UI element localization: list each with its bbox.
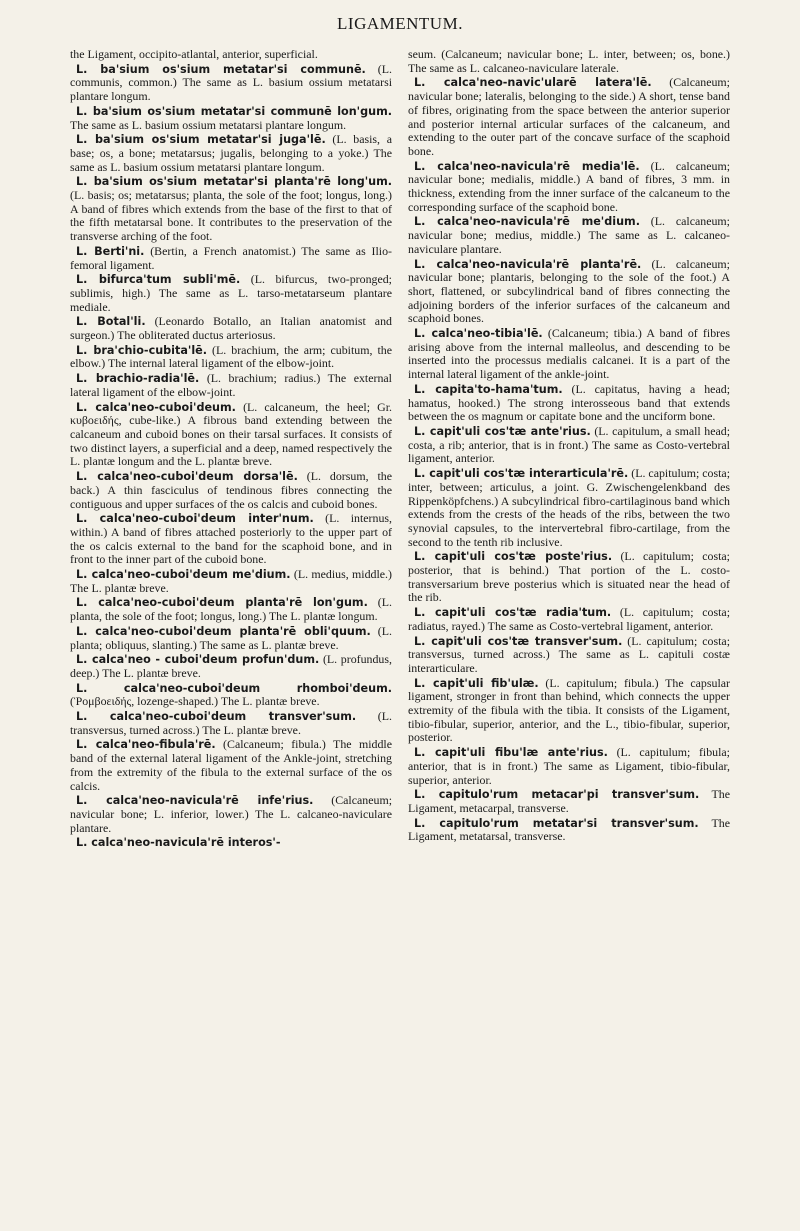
- entry-headword: L. capita'to-hama'tum.: [414, 382, 563, 396]
- entry-definition: seum. (Calcaneum; navicular bone; L. inter, between; os, bone.) The same as L. calcaneo-naviculare laterale.: [408, 47, 730, 75]
- entry-headword: L. calca'neo-cuboi'deum planta'rē obli'quum.: [76, 624, 371, 638]
- dictionary-entry: [408, 467, 730, 549]
- entry-headword: L. capit'uli cos'tæ ante'rius.: [414, 424, 591, 438]
- entry-headword: L. ba'sium os'sium metatar'si juga'lē.: [76, 133, 326, 147]
- entry-headword: L. calca'neo-navicula'rē infe'rius.: [76, 794, 314, 808]
- entry-definition: (L. capitatus, having a head; hamatus, hooked.) The strong interosseous band that extends between the os magnum or capitate bone and the unciform bone.: [408, 381, 730, 424]
- entry-definition: (L. basis, a base; os, a bone; metatarsus; jugalis, belonging to a yoke.) The same as L. basium ossium metatarsi plantare longum.: [70, 132, 392, 174]
- entry-headword: L. calca'neo-cuboi'deum rhomboi'deum.: [76, 681, 392, 695]
- dictionary-entry: [70, 470, 392, 511]
- entry-definition: (L. planta; obliquus, slanting.) The same as L. plantæ breve.: [70, 623, 392, 652]
- dictionary-entry: [70, 273, 392, 314]
- dictionary-entry: [70, 568, 392, 595]
- entry-headword: L. calca'neo-navicula'rē me'dium.: [414, 215, 640, 229]
- entry-headword: L. calca'neo - cuboi'deum profun'dum.: [76, 653, 320, 667]
- dictionary-entry: [70, 401, 392, 470]
- page-header: LIGAMENTUM.: [337, 14, 463, 33]
- entry-definition: The Ligament, metatarsal, transverse.: [408, 815, 730, 844]
- entry-headword: L. calca'neo-cuboi'deum me'dium.: [76, 568, 291, 582]
- entry-headword: L. capit'uli cos'tæ poste'rius.: [414, 550, 613, 564]
- entry-definition: (L. calcaneum; navicular bone; plantaris, belonging to the sole of the foot.) A short, flattened, or subcylindrical band of fibres connecting the adjoining borders of the inferior surfaces of the calcaneum and scaphoid bones.: [408, 256, 730, 326]
- entry-definition: The Ligament, metacarpal, transverse.: [408, 787, 730, 815]
- dictionary-entry: [408, 677, 730, 746]
- dictionary-entry: [70, 738, 392, 793]
- entry-headword: L. ba'sium os'sium metatar'si communē lon'gum.: [76, 104, 392, 118]
- entry-headword: L. calca'neo-fibula'rē.: [76, 738, 216, 752]
- dictionary-entry: [70, 48, 392, 62]
- dictionary-entry: [408, 258, 730, 327]
- dictionary-entry: [408, 327, 730, 382]
- entry-headword: L. calca'neo-cuboi'deum planta'rē lon'gum.: [76, 596, 368, 610]
- entry-headword: L. calca'neo-cuboi'deum inter'num.: [76, 512, 314, 526]
- entry-headword: L. capit'uli cos'tæ radia'tum.: [414, 606, 612, 620]
- dictionary-entry: [408, 215, 730, 256]
- entry-headword: L. capit'uli fibu'læ ante'rius.: [414, 746, 608, 760]
- dictionary-entry: [70, 105, 392, 132]
- entry-definition: (L. capitulum; fibula; anterior, that is in front.) The same as Ligament, tibio-fibular, superior, anterior.: [408, 745, 730, 787]
- entry-definition: The same as L. basium ossium metatarsi plantare longum.: [70, 117, 347, 132]
- entry-definition: (L. communis, common.) The same as L. basium ossium metatarsi plantare longum.: [70, 61, 392, 104]
- entry-definition: (Calcaneum; navicular bone; L. inferior, lower.) The L. calcaneo-naviculare plantare.: [70, 793, 392, 835]
- entry-definition: (L. capitulum; costa; radiatus, rayed.) The same as Costo-vertebral ligament, anterior.: [408, 605, 731, 633]
- dictionary-entry: [408, 817, 730, 844]
- dictionary-entry: [70, 133, 392, 174]
- entry-definition: (L. internus, within.) A band of fibres attached posteriorly to the upper part of the os calcis external to the band for the scaphoid bone, and in front to the inner part of the cuboid bone.: [70, 511, 392, 567]
- entry-definition: (L. dorsum, the back.) A thin fasciculus of tendinous fibres connecting the contiguous and upper surfaces of the os calcis and cuboid bones.: [70, 469, 392, 511]
- entry-definition: (L. basis; os; metatarsus; planta, the sole of the foot; longus, long.) A band of fibres which extends from the base of the first to that of the fifth metatarsal bone. It contributes to the preservation of the transverse arching of the foot.: [70, 188, 392, 244]
- dictionary-entry: [408, 160, 730, 215]
- dictionary-entry: [408, 383, 730, 424]
- entry-headword: L. capitulo'rum metacar'pi transver'sum.: [414, 788, 700, 802]
- entry-definition: (L. profundus, deep.) The L. plantæ breve.: [70, 652, 392, 680]
- entry-definition: (L. brachium; radius.) The external lateral ligament of the elbow-joint.: [70, 371, 392, 399]
- dictionary-entry: [70, 710, 392, 737]
- entry-definition: (Leonardo Botallo, an Italian anatomist and surgeon.) The obliterated ductus arteriosus.: [70, 314, 392, 343]
- dictionary-entry: [70, 512, 392, 567]
- dictionary-entry: [70, 794, 392, 835]
- dictionary-entry: [70, 315, 392, 342]
- dictionary-entry: [70, 682, 392, 709]
- dictionary-entry: [408, 76, 730, 158]
- dictionary-entry: [70, 245, 392, 272]
- right-column: [408, 48, 730, 851]
- dictionary-entry: [70, 625, 392, 652]
- dictionary-entry: [408, 635, 730, 676]
- entry-headword: L. bifurca'tum subli'mē.: [76, 273, 241, 287]
- entry-definition: (L. calcaneum, the heel; Gr. κυβοειδής, cube-like.) A fibrous band extending between the calcaneum and cuboid bones on their tarsal surfaces. It consists of two distinct layers, a superficial and a deep, named respectively the L. plantæ longum and the L. plantæ breve.: [70, 399, 393, 469]
- entry-headword: L. capit'uli cos'tæ interarticula'rē.: [414, 467, 629, 481]
- entry-headword: L. calca'neo-cuboi'deum dorsa'lē.: [76, 470, 298, 484]
- entry-definition: (L. brachium, the arm; cubitum, the elbow.) The internal lateral ligament of the elbow-joint.: [70, 342, 392, 371]
- two-column-body: [70, 48, 730, 851]
- entry-headword: L. Berti'ni.: [76, 244, 145, 258]
- entry-headword: L. capit'uli cos'tæ transver'sum.: [414, 634, 623, 648]
- dictionary-entry: [70, 372, 392, 399]
- entry-definition: (L. planta, the sole of the foot; longus, long.) The L. plantæ longum.: [70, 595, 392, 624]
- dictionary-entry: [70, 344, 392, 371]
- entry-definition: (Calcaneum; tibia.) A band of fibres arising above from the internal malleolus, and descending to be inserted into the processus medialis calcanei. It is a part of the internal lateral ligament of the ankle-joint.: [408, 326, 731, 382]
- entry-definition: (L. capitulum, a small head; costa, a rib; anterior, that is in front.) The same as Costo-vertebral ligament, anterior.: [408, 423, 730, 466]
- dictionary-entry: [408, 788, 730, 815]
- entry-headword: L. brachio-radia'lē.: [76, 372, 200, 386]
- dictionary-entry: [70, 63, 392, 104]
- entry-definition: (L. bifurcus, two-pronged; sublimis, high.) The same as L. tarso-metatarseum plantare mediale.: [70, 272, 392, 314]
- entry-definition: (Calcaneum; navicular bone; lateralis, belonging to the side.) A short, tense band of fibres, originating from the space between the anterior superior and posterior internal articular surfaces of the calcaneum, and extending to the outer part of the concave surface of the scaphoid bone.: [408, 75, 730, 158]
- entry-definition: (L. calcaneum; navicular bone; medialis, middle.) A band of fibres, 3 mm. in thickness, extending from the inner surface of the calcaneum to the corresponding surface of the scaphoid bone.: [408, 158, 730, 214]
- entry-headword: L. calca'neo-navicula'rē planta'rē.: [414, 257, 642, 271]
- entry-definition: (L. medius, middle.) The L. plantæ breve.: [70, 567, 392, 595]
- entry-definition: (L. capitulum; costa; inter, between; articulus, a joint. G. Zwischengelenkband des Rippenköpfchens.) A subcylindrical fibro-cartilaginous band which extends from the crests of the heads of the ribs, between the two synovial capsules, to the intervertebral fibro-cartilage, from the second to the tenth rib inclusive.: [408, 466, 730, 549]
- dictionary-entry: [70, 836, 392, 850]
- left-column: [70, 48, 392, 851]
- entry-headword: L. capitulo'rum metatar'si transver'sum.: [414, 816, 699, 830]
- dictionary-entry: [70, 653, 392, 680]
- entry-definition: (L. capitulum; costa; transversus, turned across.) The same as L. capituli costæ interarticulare.: [408, 633, 731, 675]
- entry-definition: (Bertin, a French anatomist.) The same as Ilio-femoral ligament.: [70, 243, 392, 272]
- entry-headword: L. bra'chio-cubita'lē.: [76, 343, 208, 357]
- entry-definition: the Ligament, occipito-atlantal, anterior, superficial.: [70, 47, 318, 61]
- dictionary-entry: [70, 175, 392, 244]
- entry-definition: (L. capitulum; fibula.) The capsular ligament, stronger in front than behind, which connects the upper extremity of the fibula with the tibia. It consists of the Ligament, tibio-fibular, superior, anterior, and the L., tibio-fibular, superior, posterior.: [408, 675, 730, 745]
- dictionary-entry: [408, 550, 730, 605]
- dictionary-entry: [408, 746, 730, 787]
- entry-headword: L. ba'sium os'sium metatar'si communē.: [76, 62, 366, 76]
- dictionary-entry: [408, 425, 730, 466]
- entry-headword: L. calca'neo-navic'ularē latera'lē.: [414, 76, 652, 90]
- entry-definition: (L. transversus, turned across.) The L. plantæ breve.: [70, 709, 392, 737]
- dictionary-entry: [70, 596, 392, 623]
- entry-headword: L. calca'neo-cuboi'deum.: [76, 400, 236, 414]
- entry-headword: L. Botal'li.: [76, 315, 146, 329]
- entry-definition: (Ῥομβοειδής, lozenge-shaped.) The L. plantæ breve.: [70, 694, 320, 709]
- dictionary-entry: [408, 48, 730, 75]
- entry-headword: L. calca'neo-cuboi'deum transver'sum.: [76, 710, 357, 724]
- entry-definition: (Calcaneum; fibula.) The middle band of the external lateral ligament of the Ankle-joint, stretching from the extremity of the fibula to the external surface of the os calcis.: [70, 737, 392, 793]
- entry-headword: L. calca'neo-navicula'rē interos'-: [76, 836, 281, 850]
- entry-headword: L. capit'uli fib'ulæ.: [414, 676, 539, 690]
- entry-headword: L. ba'sium os'sium metatar'si planta'rē long'um.: [76, 175, 392, 189]
- entry-definition: (L. capitulum; costa; posterior, that is behind.) That portion of the L. costo-transversarium breve posterius which is situated near the head of the rib.: [408, 549, 730, 605]
- entry-headword: L. calca'neo-tibia'lē.: [414, 327, 543, 341]
- entry-headword: L. calca'neo-navicula'rē media'lē.: [414, 159, 640, 173]
- entry-definition: (L. calcaneum; navicular bone; medius, middle.) The same as L. calcaneo-naviculare plantare.: [408, 214, 730, 256]
- dictionary-entry: [408, 606, 730, 633]
